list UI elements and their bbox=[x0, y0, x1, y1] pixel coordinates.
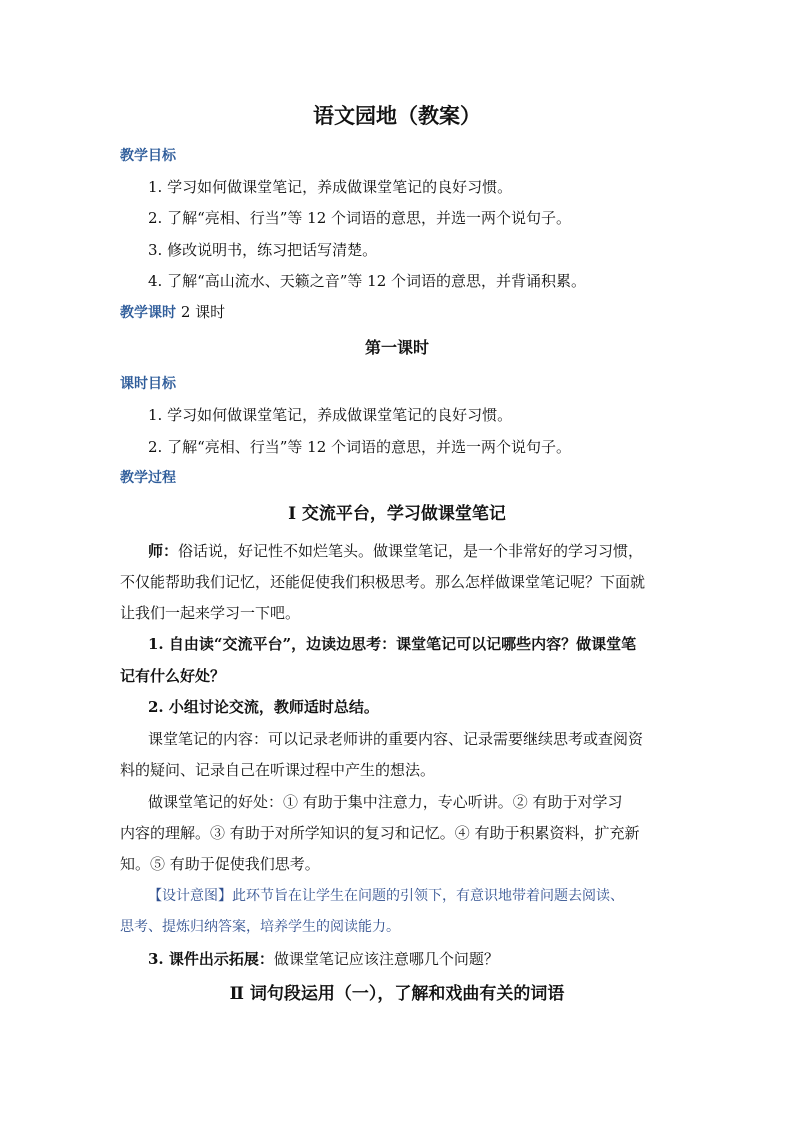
objectives-heading: 教学目标 bbox=[120, 148, 176, 164]
notes-benefit-line-3: 知。⑤ 有助于促使我们思考。 bbox=[120, 855, 320, 873]
step-1-line-1: 1. 自由读“交流平台”，边读边思考：课堂笔记可以记哪些内容？做课堂笔 bbox=[148, 635, 637, 653]
teaching-hours bbox=[120, 302, 225, 323]
lesson-objective-item-2: 2. 了解“亮相、行当”等 12 个词语的意思，并选一两个说句子。 bbox=[148, 438, 572, 456]
teaching-hours-value: 2 课时 bbox=[180, 303, 226, 321]
section-2-title: Ⅱ 词句段运用（一），了解和戏曲有关的词语 bbox=[229, 984, 565, 1004]
step-3-text: 做课堂笔记应该注意哪几个问题？ bbox=[273, 950, 499, 968]
step-1-line-2: 记有什么好处？ bbox=[120, 667, 226, 685]
teacher-intro-line-1 bbox=[148, 541, 643, 561]
process-heading: 教学过程 bbox=[120, 470, 176, 486]
teacher-intro-line-3: 让我们一起来学习一下吧。 bbox=[120, 604, 301, 622]
teacher-intro-text: 俗话说，好记性不如烂笔头。做课堂笔记，是一个非常好的学习习惯， bbox=[178, 542, 644, 560]
notes-content-line-2: 料的疑问、记录自己在听课过程中产生的想法。 bbox=[120, 761, 436, 779]
lesson-objective-item-1: 1. 学习如何做课堂笔记，养成做课堂笔记的良好习惯。 bbox=[148, 406, 513, 424]
design-intent-line-2: 思考、提炼归纳答案，培养学生的阅读能力。 bbox=[120, 919, 400, 935]
notes-content-line-1: 课堂笔记的内容：可以记录老师讲的重要内容、记录需要继续思考或查阅资 bbox=[148, 730, 644, 748]
lesson-objectives-heading: 课时目标 bbox=[120, 376, 176, 392]
teacher-intro-line-2: 不仅能帮助我们记忆，还能促使我们积极思考。那么怎样做课堂笔记呢？下面就 bbox=[120, 573, 646, 591]
design-intent-tag: 【设计意图】 bbox=[148, 888, 232, 904]
step-3 bbox=[148, 949, 499, 969]
objective-item-2: 2. 了解“亮相、行当”等 12 个词语的意思，并选一两个说句子。 bbox=[148, 209, 572, 227]
step-2: 2. 小组讨论交流，教师适时总结。 bbox=[148, 698, 379, 716]
teacher-label: 师： bbox=[148, 542, 179, 560]
step-3-label: 3. 课件出示拓展： bbox=[148, 950, 274, 968]
objective-item-1: 1. 学习如何做课堂笔记，养成做课堂笔记的良好习惯。 bbox=[148, 178, 513, 196]
design-intent-text: 此环节旨在让学生在问题的引领下，有意识地带着问题去阅读、 bbox=[232, 888, 624, 904]
section-1-title: Ⅰ 交流平台，学习做课堂笔记 bbox=[288, 504, 506, 524]
notes-benefit-line-1: 做课堂笔记的好处：① 有助于集中注意力，专心听讲。② 有助于对学习 bbox=[148, 793, 623, 811]
lesson-title: 第一课时 bbox=[364, 338, 429, 357]
objective-item-3: 3. 修改说明书，练习把话写清楚。 bbox=[148, 241, 378, 259]
page-title: 语文园地（教案） bbox=[313, 103, 481, 128]
objective-item-4: 4. 了解“高山流水、天籁之音”等 12 个词语的意思，并背诵积累。 bbox=[148, 272, 587, 290]
teaching-hours-label: 教学课时 bbox=[120, 305, 176, 321]
design-intent-line-1 bbox=[148, 886, 624, 906]
notes-benefit-line-2: 内容的理解。③ 有助于对所学知识的复习和记忆。④ 有助于积累资料，扩充新 bbox=[120, 824, 640, 842]
